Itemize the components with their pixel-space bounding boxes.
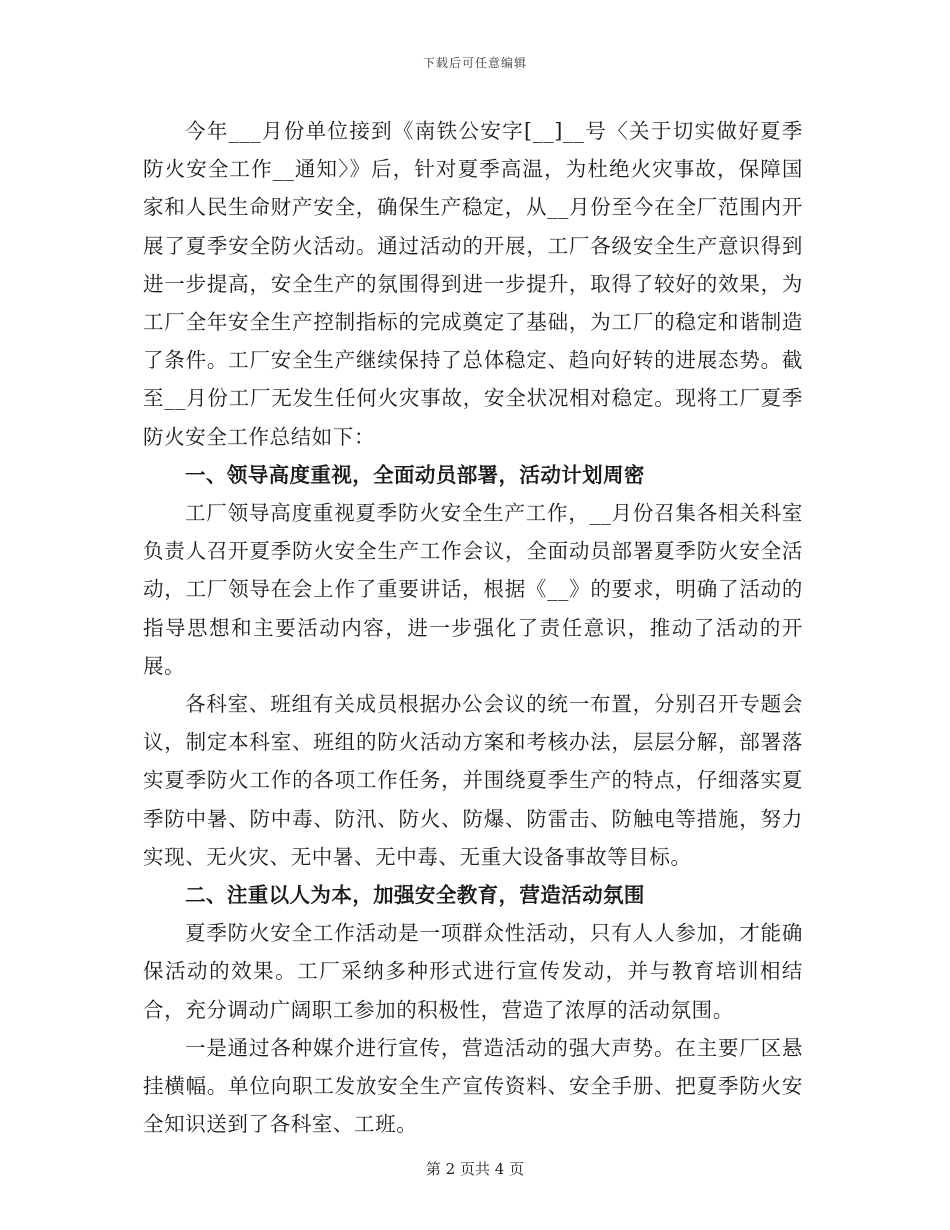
intro-paragraph: 今年___月份单位接到《南铁公安字[__]__号〈关于切实做好夏季防火安全工作__通知〉》后，针对夏季高温，为杜绝火灾事故，保障国家和人民生命财产安全，确保生产稳定，从__月份至今在全厂范围内开展了夏季安全防火活动。通过活动的开展，工厂各级安全生产意识得到进一步提高，安全生产的氛围得到进一步提升，取得了较好的效果，为工厂全年安全生产控制指标的完成奠定了基础，为工厂的稳定和谐制造了条件。工厂安全生产继续保持了总体稳定、趋向好转的进展态势。截至__月份工厂无发生任何火灾事故，安全状况相对稳定。现将工厂夏季防火安全工作总结如下： [143,119,803,449]
section-heading-2: 二、注重以人为本，加强安全教育，营造活动氛围 [185,883,645,908]
document-body [143,112,803,1143]
page-number: 第 2 页共 4 页 [425,1160,525,1178]
section-2-paragraph-2: 一是通过各种媒介进行宣传，营造活动的强大声势。在主要厂区悬挂横幅。单位向职工发放安全生产宣传资料、安全手册、把夏季防火安全知识送到了各科室、工班。 [143,1035,803,1137]
section-1-paragraph-1: 工厂领导高度重视夏季防火安全生产工作，__月份召集各相关科室负责人召开夏季防火安全生产工作会议，全面动员部署夏季防火安全活动，工厂领导在会上作了重要讲话，根据《__》的要求，明确了活动的指导思想和主要活动内容，进一步强化了责任意识，推动了活动的开展。 [143,501,803,678]
section-heading-1: 一、领导高度重视，全面动员部署，活动计划周密 [185,462,645,487]
section-2-paragraph-1: 夏季防火安全工作活动是一项群众性活动，只有人人参加，才能确保活动的效果。工厂采纳多种形式进行宣传发动，并与教育培训相结合，充分调动广阔职工参加的积极性，营造了浓厚的活动氛围。 [143,921,803,1022]
section-1-paragraph-2: 各科室、班组有关成员根据办公会议的统一布置，分别召开专题会议，制定本科室、班组的防火活动方案和考核办法，层层分解，部署落实夏季防火工作的各项工作任务，并围绕夏季生产的特点，仔细落实夏季防中暑、防中毒、防汛、防火、防爆、防雷击、防触电等措施，努力实现、无火灾、无中暑、无中毒、无重大设备事故等目标。 [143,692,803,869]
page-header: 下载后可任意编辑 [422,56,527,70]
